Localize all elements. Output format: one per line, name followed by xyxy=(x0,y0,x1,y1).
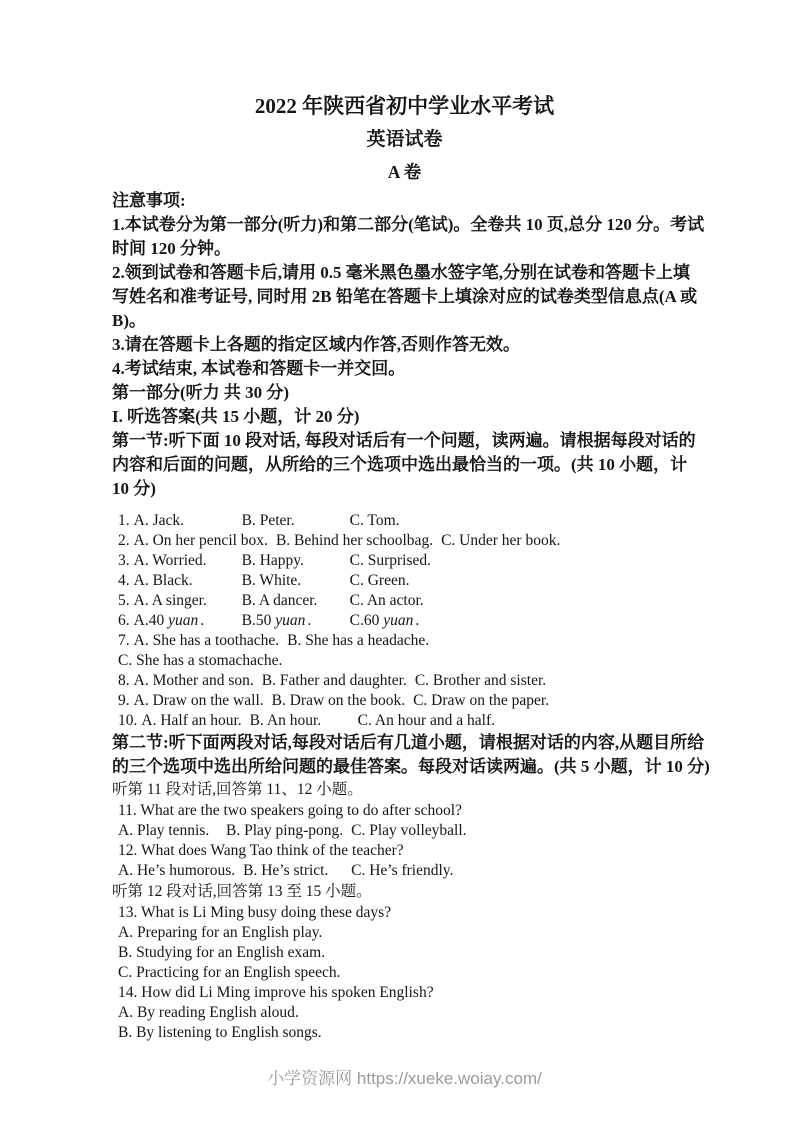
notes-section xyxy=(112,189,705,501)
option-b: B. Father and daughter. xyxy=(261,672,407,689)
question-number: 1. xyxy=(118,512,130,529)
questions-11-12 xyxy=(112,801,697,881)
question-number: 6. xyxy=(118,612,130,629)
footer-source-link[interactable]: 小学资源网 https://xueke.woiay.com/ xyxy=(267,1069,542,1088)
dialog-1-cue: 听第 11 段对话,回答第 11、12 小题。 xyxy=(112,781,363,798)
option-b-prefix: B.50 xyxy=(241,612,276,629)
note-item-1-line-1: 1.本试卷分为第一部分(听力)和第二部分(笔试)。全卷共 10 页,总分 120 分。考试 xyxy=(112,215,705,234)
question-number: 5. xyxy=(118,592,130,609)
section2-instructions-line-1: 第二节:听下面两段对话,每段对话后有几道小题，请根据对话的内容,从题目所给 xyxy=(112,733,705,752)
question-number: 7. xyxy=(118,632,130,649)
question-row-10 xyxy=(118,711,697,731)
question-11-text: 11. What are the two speakers going to do after school? xyxy=(118,802,462,819)
option-c: C. Surprised. xyxy=(349,552,431,569)
questions-13-14 xyxy=(112,903,697,1043)
option-c-prefix: C.60 xyxy=(349,612,384,629)
option-b: B. Draw on the book. xyxy=(271,692,406,709)
title-block xyxy=(112,90,697,189)
question-row-8 xyxy=(118,671,697,691)
option-c: C. Green. xyxy=(349,572,410,589)
option-a: A. Black. xyxy=(133,572,193,589)
option-a: A. On her pencil box. xyxy=(133,532,268,549)
question-row-3 xyxy=(118,551,697,571)
questions-1-10 xyxy=(112,511,697,731)
note-item-1-line-2: 时间 120 分钟。 xyxy=(112,239,231,258)
option-c: C. Brother and sister. xyxy=(414,672,547,689)
option-b-suffix: . xyxy=(307,612,312,629)
question-14-text: 14. How did Li Ming improve his spoken English? xyxy=(118,984,434,1001)
subject-title: 英语试卷 xyxy=(366,129,443,150)
currency-word-italic: yuan xyxy=(383,612,414,629)
option-b: B. White. xyxy=(241,572,302,589)
note-item-2-line-2: 写姓名和准考证号, 同时用 2B 铅笔在答题卡上填涂对应的试卷类型信息点(A 或 xyxy=(112,287,698,306)
question-number: 2. xyxy=(118,532,130,549)
option-a: A. Play tennis. xyxy=(118,822,210,839)
question-row-1 xyxy=(118,511,697,531)
question-number: 3. xyxy=(118,552,130,569)
option-b: B. He’s strict. xyxy=(243,862,329,879)
note-item-4: 4.考试结束, 本试卷和答题卡一并交回。 xyxy=(112,359,406,378)
option-a: A. Worried. xyxy=(133,552,207,569)
option-b: B. An hour. xyxy=(249,712,322,729)
question-row-5 xyxy=(118,591,697,611)
section1-heading: I. 听选答案(共 15 小题，计 20 分) xyxy=(112,407,360,426)
option-b: B. Happy. xyxy=(241,552,304,569)
option-c: C. Tom. xyxy=(349,512,400,529)
option-a-suffix: . xyxy=(200,612,205,629)
option-a-prefix: A.40 xyxy=(133,612,169,629)
question-number: 4. xyxy=(118,572,130,589)
option-a: A. Jack. xyxy=(133,512,184,529)
question-row-9 xyxy=(118,691,697,711)
question-14-option-a: A. By reading English aloud. xyxy=(118,1004,299,1021)
question-12-options xyxy=(118,861,697,881)
question-13-text: 13. What is Li Ming busy doing these days? xyxy=(118,904,392,921)
option-c: C. Under her book. xyxy=(441,532,561,549)
section2-instructions xyxy=(112,731,710,779)
question-number: 10. xyxy=(118,712,138,729)
question-row-4 xyxy=(118,571,697,591)
question-row-7 xyxy=(118,631,697,651)
question-number: 9. xyxy=(118,692,130,709)
option-c-suffix: . xyxy=(415,612,420,629)
footer xyxy=(112,1069,697,1089)
section1-instructions-line-3: 10 分) xyxy=(112,479,156,498)
paper-type: A 卷 xyxy=(387,162,422,182)
question-row-6 xyxy=(118,611,697,631)
option-c: C. Draw on the paper. xyxy=(413,692,550,709)
option-c: C. An actor. xyxy=(349,592,424,609)
option-a: A. Half an hour. xyxy=(141,712,242,729)
option-b: B. Peter. xyxy=(241,512,295,529)
section2-instructions-line-2: 的三个选项中选出所给问题的最佳答案。每段对话读两遍。(共 5 小题，计 10 分) xyxy=(112,757,710,776)
option-b: B. Behind her schoolbag. xyxy=(275,532,434,549)
question-11-options xyxy=(118,821,697,841)
currency-word-italic: yuan xyxy=(168,612,199,629)
option-a: A. She has a toothache. xyxy=(133,632,280,649)
notes-heading: 注意事项: xyxy=(112,191,186,210)
option-c: C. He’s friendly. xyxy=(351,862,454,879)
question-number: 8. xyxy=(118,672,130,689)
option-a: A. Mother and son. xyxy=(133,672,254,689)
option-c: C. Play volleyball. xyxy=(351,822,467,839)
option-c xyxy=(350,611,450,631)
option-a: A. He’s humorous. xyxy=(118,862,236,879)
option-a xyxy=(134,611,234,631)
part1-heading: 第一部分(听力 共 30 分) xyxy=(112,383,290,402)
currency-word-italic: yuan xyxy=(275,612,306,629)
question-12-text: 12. What does Wang Tao think of the teacher? xyxy=(118,842,404,859)
option-b: B. She has a headache. xyxy=(287,632,430,649)
question-13-option-c: C. Practicing for an English speech. xyxy=(118,964,341,981)
question-row-7-continuation xyxy=(118,651,697,671)
question-13-option-b: B. Studying for an English exam. xyxy=(118,944,326,961)
option-b: B. A dancer. xyxy=(241,592,318,609)
note-item-2-line-1: 2.领到试卷和答题卡后,请用 0.5 毫米黑色墨水签字笔,分别在试卷和答题卡上填 xyxy=(112,263,690,282)
option-b xyxy=(242,611,342,631)
section1-instructions-line-2: 内容和后面的问题，从所给的三个选项中选出最恰当的一项。(共 10 小题，计 xyxy=(112,455,688,474)
option-c: C. An hour and a half. xyxy=(357,712,495,729)
note-item-3: 3.请在答题卡上各题的指定区域内作答,否则作答无效。 xyxy=(112,335,520,354)
option-a: A. A singer. xyxy=(133,592,207,609)
option-b: B. Play ping-pong. xyxy=(226,822,344,839)
question-14-option-b: B. By listening to English songs. xyxy=(118,1024,322,1041)
section1-instructions-line-1: 第一节:听下面 10 段对话, 每段对话后有一个问题，读两遍。请根据每段对话的 xyxy=(112,431,696,450)
option-c: C. She has a stomachache. xyxy=(118,652,283,669)
question-row-2 xyxy=(118,531,697,551)
note-item-2-line-3: B)。 xyxy=(112,311,146,330)
option-a: A. Draw on the wall. xyxy=(133,692,264,709)
dialog-2-cue: 听第 12 段对话,回答第 13 至 15 小题。 xyxy=(112,883,372,900)
question-13-option-a: A. Preparing for an English play. xyxy=(118,924,323,941)
exam-title: 2022 年陕西省初中学业水平考试 xyxy=(254,94,555,118)
